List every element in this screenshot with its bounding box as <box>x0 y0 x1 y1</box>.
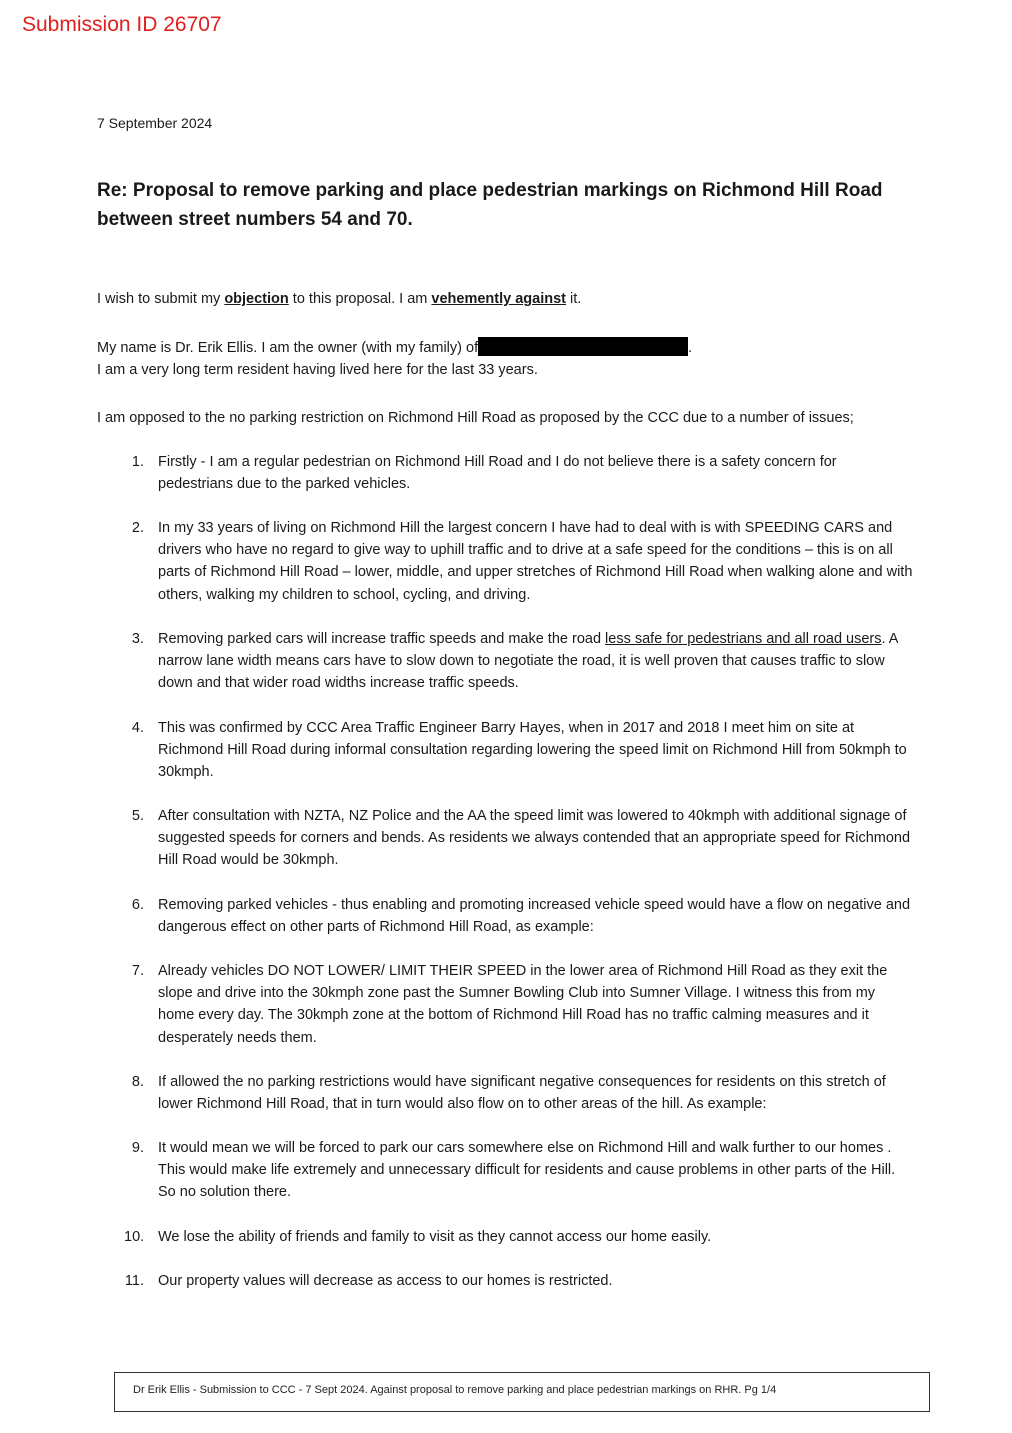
identity-line-2: I am a very long term resident having lived here for the last 33 years. <box>97 362 538 378</box>
list-item-text: Removing parked vehicles - thus enabling and promoting increased vehicle speed would have a flow on negative and dangerous effect on other parts of Richmond Hill Road, as example: <box>158 897 911 936</box>
list-item-text <box>158 628 914 695</box>
item-3-text-start: Removing parked cars will increase traffic speeds and make the road <box>158 631 606 647</box>
letter-date: 7 September 2024 <box>97 115 213 131</box>
list-item-text: After consultation with NZTA, NZ Police and the AA the speed limit was lowered to 40kmph with additional signage of suggested speeds for corners and bends. As residents we always contended that an appropriate speed for Richmond Hill Road would be 30kmph. <box>158 808 911 869</box>
submission-id: Submission ID 26707 <box>22 13 222 36</box>
item-3-underlined: less safe for pedestrians and all road users <box>605 631 882 647</box>
list-item-text: It would mean we will be forced to park our cars somewhere else on Richmond Hill and walk further to our homes . This would make life extremely and unnecessary difficult for residents and cause problems in other parts of the Hill. So no solution there. <box>158 1140 896 1201</box>
list-item-text: Firstly - I am a regular pedestrian on Richmond Hill Road and I do not believe there is a safety concern for pedestrians due to the parked vehicles. <box>158 454 837 493</box>
list-item-text: Our property values will decrease as access to our homes is restricted. <box>158 1273 613 1289</box>
redaction-box <box>478 337 688 356</box>
intro-text-3: it. <box>566 291 582 307</box>
identity-line-1-end: . <box>688 340 693 356</box>
list-item-number: 1. <box>131 454 144 470</box>
vehemently-emphasis: vehemently against <box>431 291 566 307</box>
item-3-text-end: . A narrow lane width means cars have to slow down to negotiate the road, it is well proven that causes traffic to slow down and that wider road widths increase traffic speeds. <box>158 631 898 692</box>
list-item-number: 2. <box>131 520 144 536</box>
identity-line-1: My name is Dr. Erik Ellis. I am the owner (with my family) of <box>97 340 479 356</box>
intro-text-1: I wish to submit my <box>97 291 225 307</box>
list-item-number: 6. <box>131 897 144 913</box>
list-item-number: 3. <box>131 631 144 647</box>
list-item-number: 4. <box>131 720 144 736</box>
intro-paragraph <box>97 288 927 310</box>
list-item-number: 11. <box>124 1273 144 1289</box>
letter-title: Re: Proposal to remove parking and place pedestrian markings on Richmond Hill Road between street numbers 54 and 70. <box>97 180 883 230</box>
list-item-text: We lose the ability of friends and family to visit as they cannot access our home easily. <box>158 1229 712 1245</box>
identity-paragraph <box>97 337 927 381</box>
page-footer: Dr Erik Ellis - Submission to CCC - 7 Sept 2024. Against proposal to remove parking and place pedestrian markings on RHR. Pg 1/4 <box>114 1372 930 1412</box>
list-item-text: If allowed the no parking restrictions would have significant negative consequences for residents on this stretch of lower Richmond Hill Road, that in turn would also flow on to other areas of the hill. As example: <box>158 1074 886 1113</box>
opposed-paragraph: I am opposed to the no parking restriction on Richmond Hill Road as proposed by the CCC due to a number of issues; <box>97 410 854 426</box>
list-item-number: 10. <box>124 1229 145 1245</box>
list-item-number: 8. <box>131 1074 144 1090</box>
intro-text-2: to this proposal. I am <box>288 291 432 307</box>
list-item-number: 9. <box>131 1140 144 1156</box>
list-item-text: Already vehicles DO NOT LOWER/ LIMIT THEIR SPEED in the lower area of Richmond Hill Road as they exit the slope and drive into the 30kmph zone past the Sumner Bowling Club into Sumner Village. I witness this from my home every day. The 30kmph zone at the bottom of Richmond Hill Road has no traffic calming measures and it desperately needs them. <box>158 963 888 1046</box>
list-item-text: In my 33 years of living on Richmond Hill the largest concern I have had to deal with is with SPEEDING CARS and drivers who have no regard to give way to uphill traffic and to drive at a safe speed for the conditions – this is on all parts of Richmond Hill Road – lower, middle, and upper stretches of Richmond Hill Road when walking alone and with others, walking my children to school, cycling, and driving. <box>158 520 913 603</box>
list-item-number: 7. <box>131 963 144 979</box>
list-item-number: 5. <box>131 808 144 824</box>
objection-emphasis: objection <box>224 291 289 307</box>
list-item-text: This was confirmed by CCC Area Traffic Engineer Barry Hayes, when in 2017 and 2018 I meet him on site at Richmond Hill Road during informal consultation regarding lowering the speed limit on Richmond Hill from 50kmph to 30kmph. <box>158 720 907 781</box>
